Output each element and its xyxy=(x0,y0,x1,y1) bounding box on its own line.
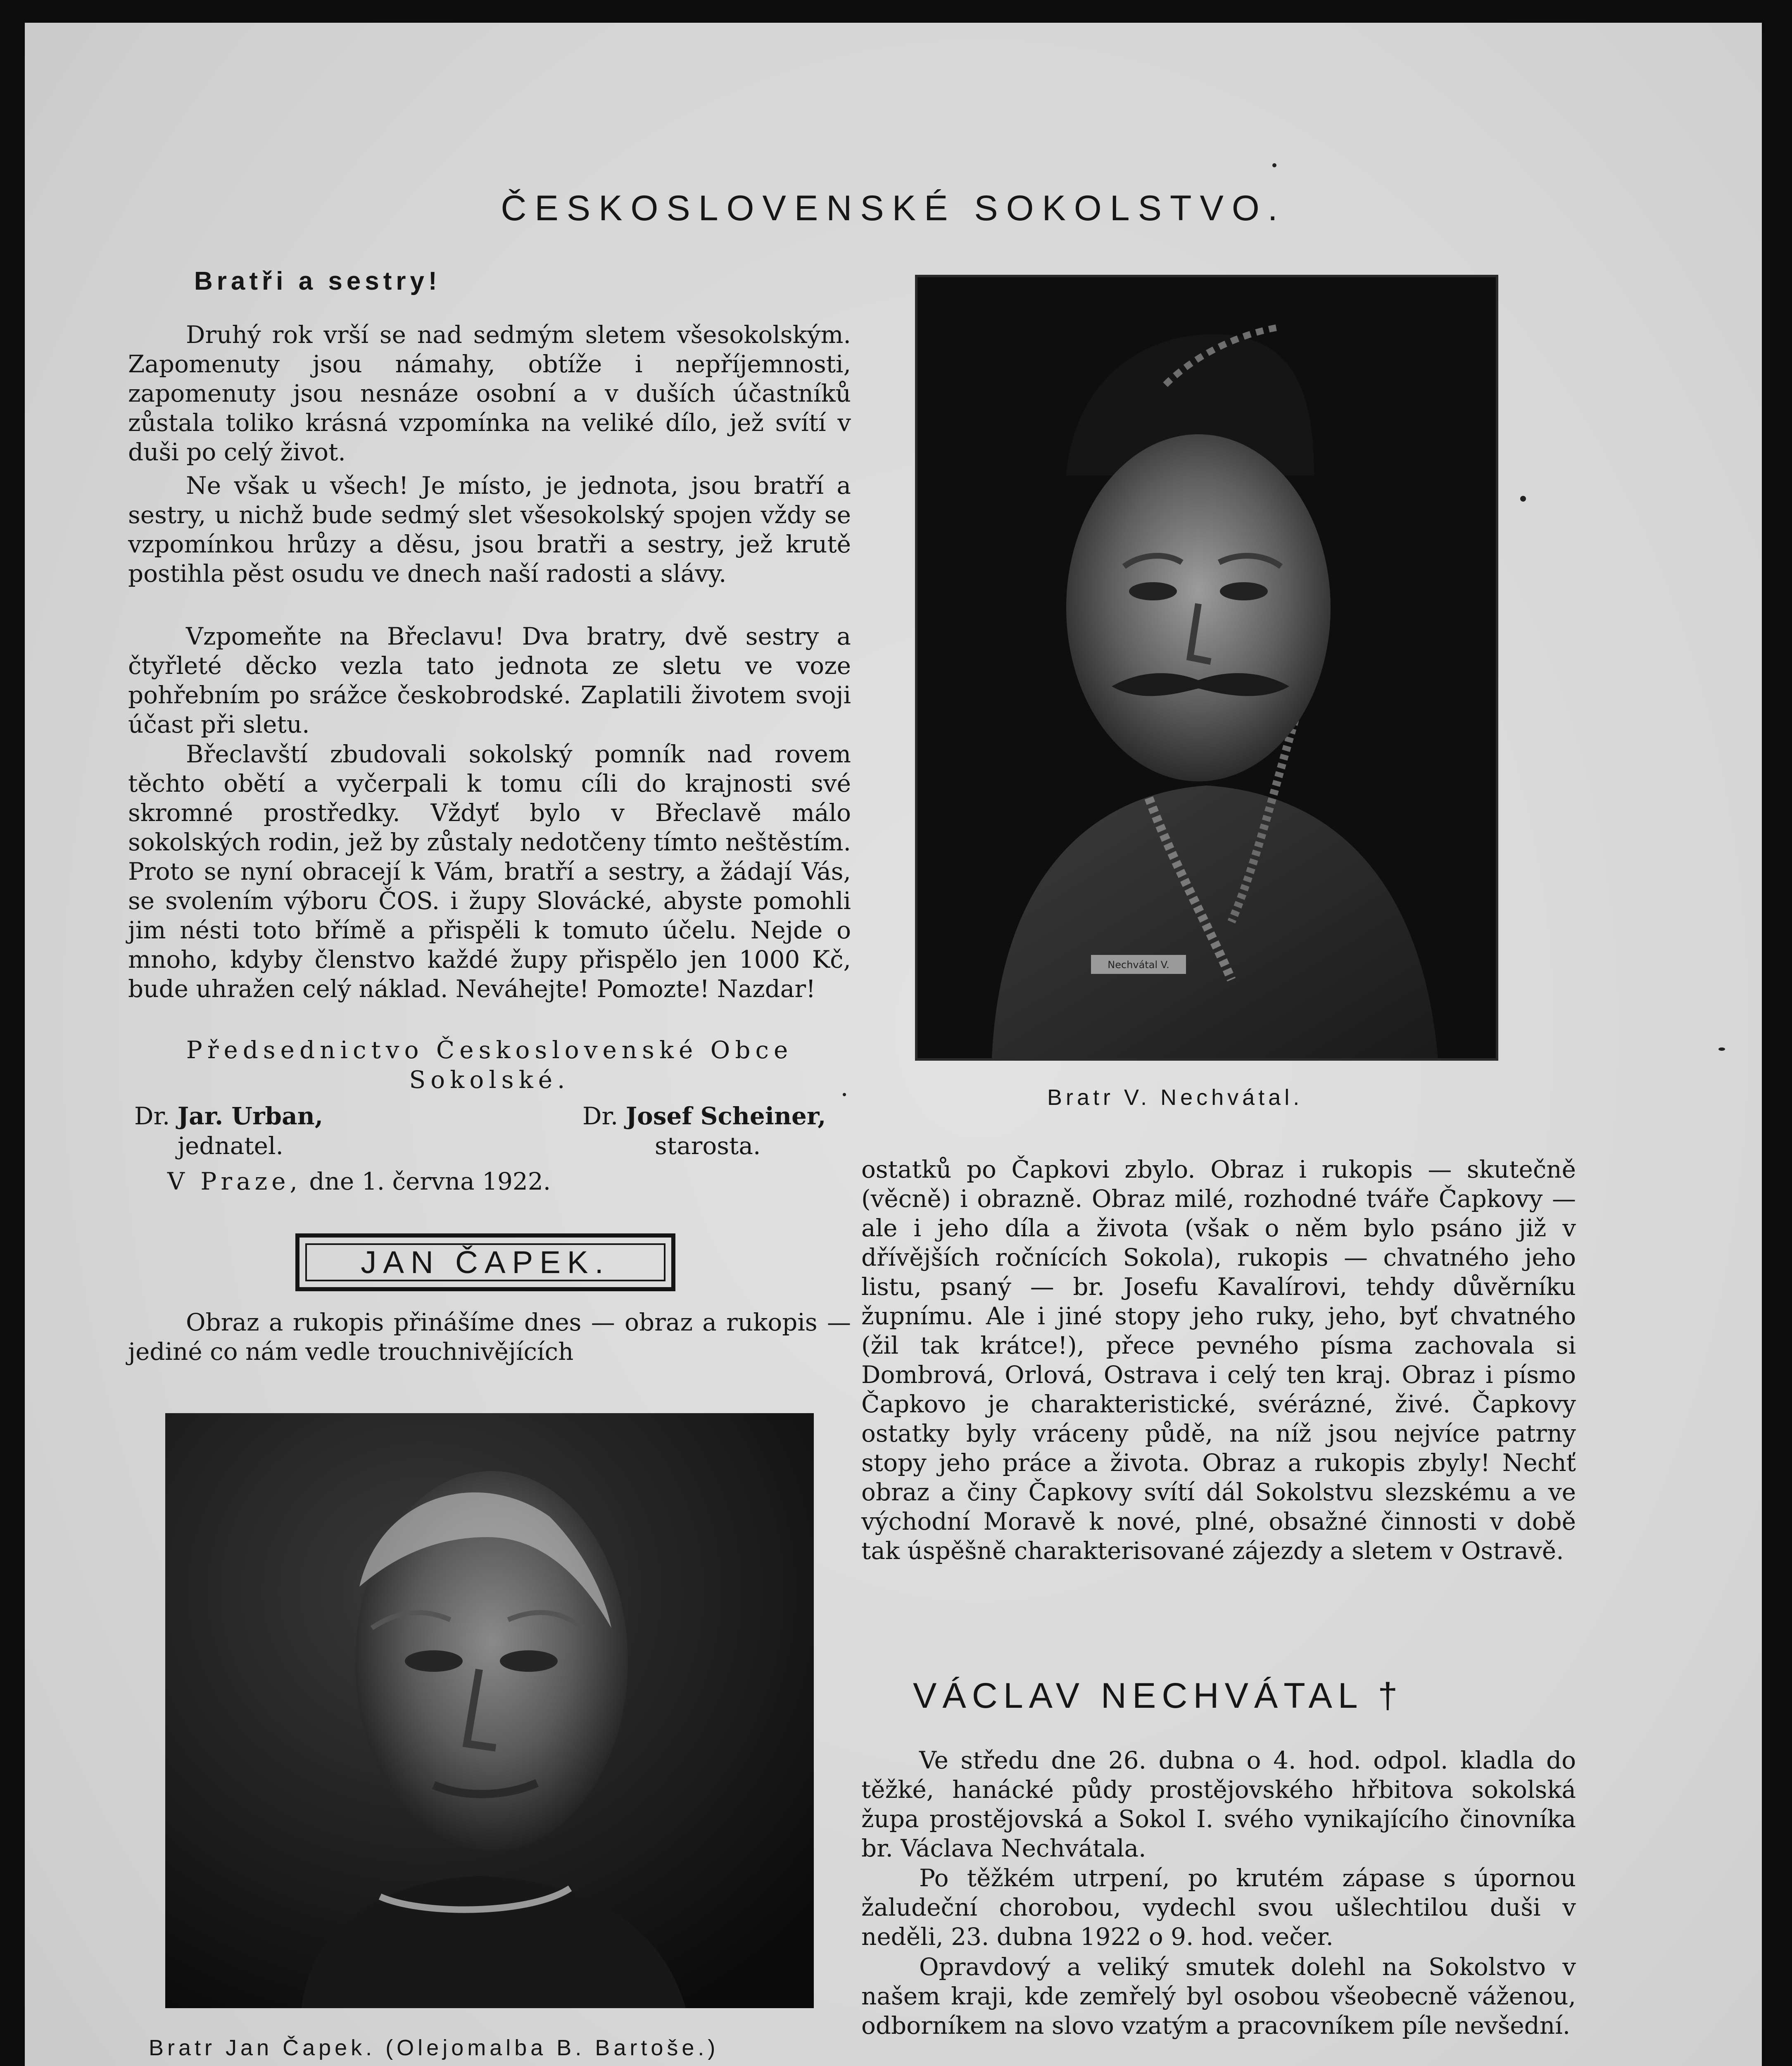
nechvatal-paragraph-3: Opravdový a veliký smutek dolehl na Sokolstvo v našem kraji, kde zemřelý byl osobou všeobecně váženou, odborníkem na slovo vzatým a pracovníkem píle nevšední. xyxy=(861,1953,1576,2040)
signatory-scheiner-name: Josef Scheiner, xyxy=(625,1102,826,1130)
nechvatal-photo-caption: Bratr V. Nechvátal. xyxy=(1047,1085,1303,1110)
capek-portrait xyxy=(165,1413,814,2008)
signatory-urban-prefix: Dr. xyxy=(134,1102,170,1130)
signatory-urban xyxy=(134,1101,323,1131)
signatory-scheiner-prefix: Dr. xyxy=(582,1102,618,1130)
print-speck xyxy=(843,1093,846,1096)
signatory-scheiner-role: starosta. xyxy=(655,1132,761,1160)
capek-section-title: JAN ČAPEK. xyxy=(361,1245,610,1280)
appeal-greeting: Bratři a sestry! xyxy=(194,267,441,295)
appeal-paragraph-2: Ne však u všech! Je místo, je jednota, jsou bratří a sestry, u nichž bude sedmý slet všesokolský spojen vždy se vzpomínkou hrůzy a děsu, jsou bratři a sestry, jež krutě postihla pěst osudu ve dnech naší radosti a slávy. xyxy=(128,471,851,588)
date-place: V Praze, xyxy=(167,1167,302,1195)
nechvatal-paragraph-1: Ve středu dne 26. dubna o 4. hod. odpol. kladla do těžké, hanácké půdy prostějovského hřbitova sokolská župa prostějovská a Sokol I. svého vynikajícího činovníka br. Václava Nechvátala. xyxy=(861,1746,1576,1862)
signatory-scheiner xyxy=(582,1101,826,1131)
badge-label: Nechvátal V. xyxy=(1108,959,1169,971)
nechvatal-paragraph-2: Po těžkém utrpení, po krutém zápase s úpornou žaludeční chorobou, vydechl svou ušlechtilou duši v neděli, 23. dubna 1922 o 9. hod. večer. xyxy=(861,1864,1576,1951)
appeal-paragraph-3: Vzpomeňte na Břeclavu! Dva bratry, dvě sestry a čtyřleté děcko vezla tato jednota ze sletu ve voze pohřebním po srážce českobrodské. Zaplatili životem svoji účast při sletu. xyxy=(128,622,851,738)
page-header: ČESKOSLOVENSKÉ SOKOLSTVO. xyxy=(501,188,1286,228)
signatory-urban-role: jednatel. xyxy=(178,1132,283,1160)
capek-continuation: ostatků po Čapkovi zbylo. Obraz i rukopis — skutečně (věcně) i obrazně. Obraz milé, rozhodné tváře Čapkovy — ale i jeho díla a života (však o něm bylo psáno již v dřívějších ročnících Sokola), rukopis — chvatného jeho listu, psaný — br. Josefu Kavalírovi, tehdy důvěrníku župnímu. Ale i jiné stopy jeho ruky, jeho, byť chvatného (žil tak krátce!), přece pevného písma zachovala si Dombrová, Orlová, Ostrava i celý ten kraj. Obraz i písmo Čapkovo je charakteristické, svérázné, živé. Čapkovy ostatky byly vráceny půdě, na níž jsou nejvíce patrny stopy jeho práce a života. Obraz a rukopis zbyly! Nechť obraz a činy Čapkovy svítí dál Sokolstvu slezskému a ve východní Moravě k nové, plné, obsažné činnosti v době tak úspěšně charakterisované zájezdy a sletem v Ostravě. xyxy=(861,1155,1576,1565)
print-speck xyxy=(1718,1047,1725,1051)
capek-portrait-image xyxy=(165,1413,814,2008)
signatory-urban-name: Jar. Urban, xyxy=(177,1102,323,1130)
print-speck xyxy=(1272,163,1276,167)
date-line xyxy=(167,1167,551,1195)
print-speck xyxy=(1520,496,1526,502)
appeal-paragraph-4: Břeclavští zbudovali sokolský pomník nad rovem těchto obětí a vyčerpali k tomu cíli do krajnosti své skromné prostředky. Vždyť bylo v Břeclavě málo sokolských rodin, jež by zůstaly nedotčeny tímto neštěstím. Proto se nyní obracejí k Vám, bratří a sestry, a žádají Vás, se svolením výboru ČOS. i župy Slovácké, abyste pomohli jim nésti toto břímě a přispěli k tomuto účelu. Nejde o mnoho, kdyby členstvo každé župy přispělo jen 1000 Kč, bude uhražen celý náklad. Neváhejte! Pomozte! Nazdar! xyxy=(128,740,851,1003)
date-text: dne 1. června 1922. xyxy=(309,1167,551,1195)
presidium-signature: Předsednictvo Československé Obce Sokolské. xyxy=(186,1036,793,1094)
nechvatal-portrait-image xyxy=(917,277,1496,1058)
appeal-paragraph-1: Druhý rok vrší se nad sedmým sletem všesokolským. Zapomenuty jsou námahy, obtíže i nepříjemnosti, zapomenuty jsou nesnáze osobní a v duších účastníků zůstala toliko krásná vzpomínka na veliké dílo, jež svítí v duši po celý život. xyxy=(128,321,851,466)
capek-title-frame xyxy=(295,1233,675,1291)
nechvatal-portrait xyxy=(915,275,1498,1061)
capek-photo-caption: Bratr Jan Čapek. (Olejomalba B. Bartoše.) xyxy=(149,2035,719,2060)
capek-intro: Obraz a rukopis přinášíme dnes — obraz a rukopis — jediné co nám vedle trouchnivějících xyxy=(128,1308,851,1366)
magazine-page xyxy=(25,23,1762,2066)
nechvatal-section-title: VÁCLAV NECHVÁTAL † xyxy=(913,1676,1404,1716)
